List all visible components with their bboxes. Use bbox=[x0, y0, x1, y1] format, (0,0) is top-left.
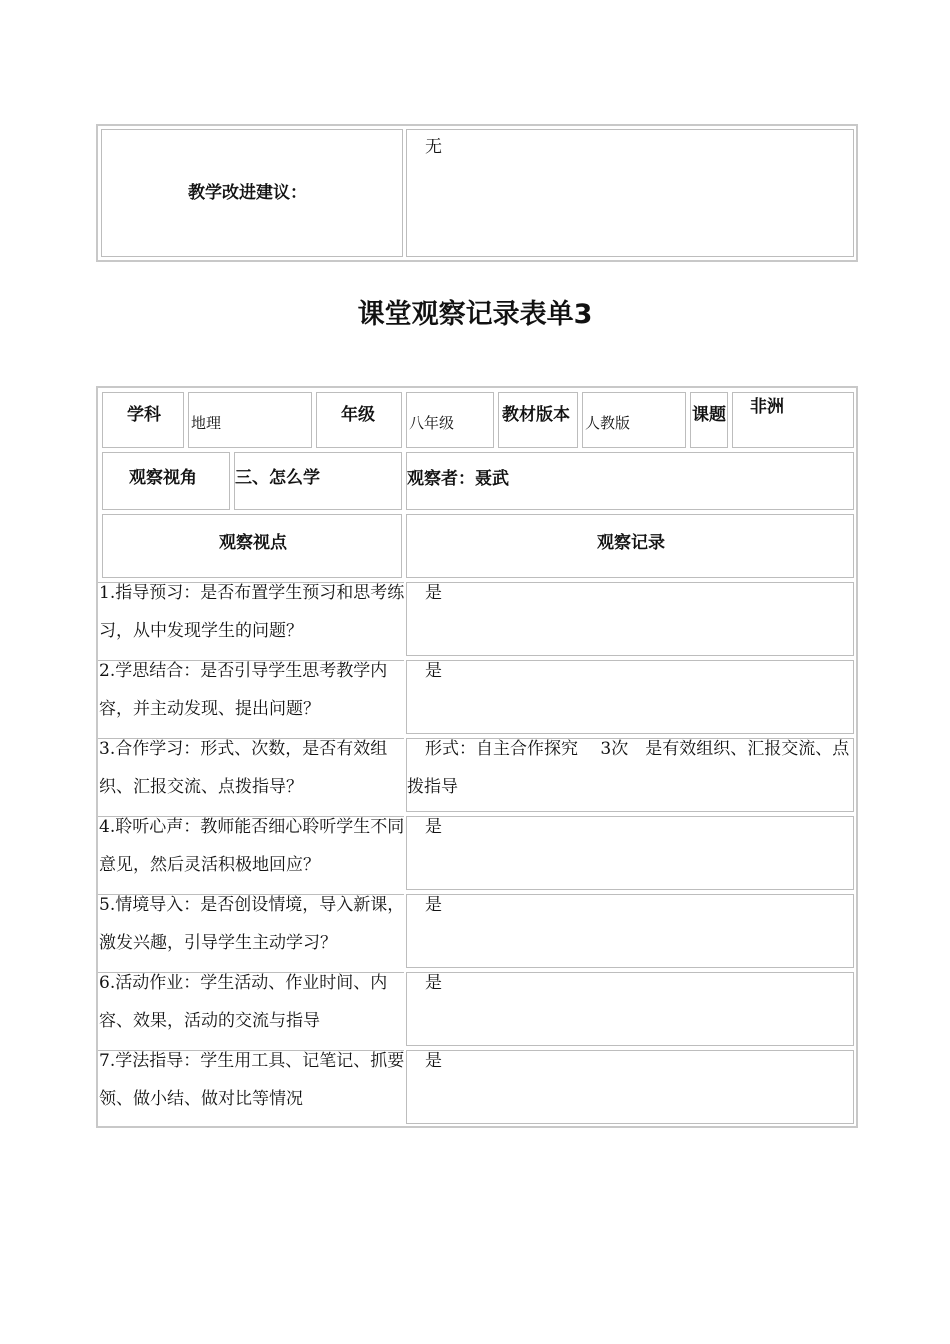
form-title: 课堂观察记录表单3 bbox=[357, 299, 593, 330]
table-row-record bbox=[406, 1050, 854, 1124]
table-row bbox=[98, 660, 404, 734]
table-row-record bbox=[406, 894, 854, 968]
observation-form bbox=[96, 386, 858, 1128]
table-row bbox=[98, 972, 404, 1046]
textbook-label-cell bbox=[498, 392, 578, 448]
observation-record: 形式：自主合作探究 3次 是有效组织、汇报交流、点拨指导 bbox=[407, 739, 850, 797]
table-row bbox=[98, 582, 404, 656]
textbook-value-cell bbox=[582, 392, 686, 448]
observer-cell bbox=[406, 452, 854, 510]
table-row bbox=[98, 738, 404, 812]
observation-record: 是 bbox=[425, 817, 442, 837]
topic-value: 非洲 bbox=[750, 397, 784, 417]
observation-record: 是 bbox=[425, 583, 442, 603]
table-row-record bbox=[406, 972, 854, 1046]
grade-value-cell bbox=[406, 392, 494, 448]
improvement-label-cell bbox=[101, 129, 403, 257]
grade-value: 八年级 bbox=[409, 414, 455, 432]
col-header-point-cell bbox=[102, 514, 402, 578]
topic-value-cell bbox=[732, 392, 854, 448]
subject-label: 学科 bbox=[127, 405, 161, 425]
observation-record: 是 bbox=[425, 661, 442, 681]
observation-point: 7.学法指导：学生用工具、记笔记、抓要领、做小结、做对比等情况 bbox=[99, 1051, 405, 1109]
table-row bbox=[98, 894, 404, 968]
observation-record: 是 bbox=[425, 973, 442, 993]
grade-label: 年级 bbox=[341, 405, 375, 425]
col-header-record: 观察记录 bbox=[597, 533, 665, 553]
subject-label-cell bbox=[102, 392, 184, 448]
topic-label: 课题 bbox=[692, 405, 726, 425]
observation-point: 5.情境导入：是否创设情境，导入新课，激发兴趣，引导学生主动学习？ bbox=[99, 895, 405, 953]
col-header-record-cell bbox=[406, 514, 854, 578]
perspective-value-cell bbox=[234, 452, 402, 510]
improvement-value: 无 bbox=[425, 137, 442, 157]
perspective-label: 观察视角 bbox=[129, 468, 197, 488]
table-row-record bbox=[406, 816, 854, 890]
table-row bbox=[98, 816, 404, 890]
observation-point: 4.聆听心声：教师能否细心聆听学生不同意见，然后灵活积极地回应？ bbox=[99, 817, 405, 875]
observation-point: 6.活动作业：学生活动、作业时间、内容、效果，活动的交流与指导 bbox=[99, 973, 388, 1031]
table-row-record bbox=[406, 582, 854, 656]
improvement-value-cell bbox=[406, 129, 854, 257]
table-row bbox=[98, 1050, 404, 1124]
table-row-record bbox=[406, 738, 854, 812]
grade-label-cell bbox=[316, 392, 402, 448]
perspective-label-cell bbox=[102, 452, 230, 510]
observer: 观察者：聂武 bbox=[407, 469, 509, 489]
observation-point: 2.学思结合：是否引导学生思考教学内容，并主动发现、提出问题？ bbox=[99, 661, 388, 719]
improvement-label: 教学改进建议： bbox=[188, 183, 307, 203]
observation-record: 是 bbox=[425, 1051, 442, 1071]
observation-point: 1.指导预习：是否布置学生预习和思考练习，从中发现学生的问题？ bbox=[99, 583, 405, 641]
observation-point: 3.合作学习：形式、次数，是否有效组织、汇报交流、点拨指导？ bbox=[99, 739, 388, 797]
table-row-record bbox=[406, 660, 854, 734]
observation-record: 是 bbox=[425, 895, 442, 915]
improvement-table bbox=[96, 124, 858, 262]
textbook-label: 教材版本 bbox=[502, 405, 570, 425]
subject-value-cell bbox=[188, 392, 312, 448]
subject-value: 地理 bbox=[191, 414, 222, 432]
col-header-point: 观察视点 bbox=[219, 533, 287, 553]
topic-label-cell bbox=[690, 392, 728, 448]
textbook-value: 人教版 bbox=[585, 414, 631, 432]
perspective-value: 三、怎么学 bbox=[235, 468, 320, 488]
